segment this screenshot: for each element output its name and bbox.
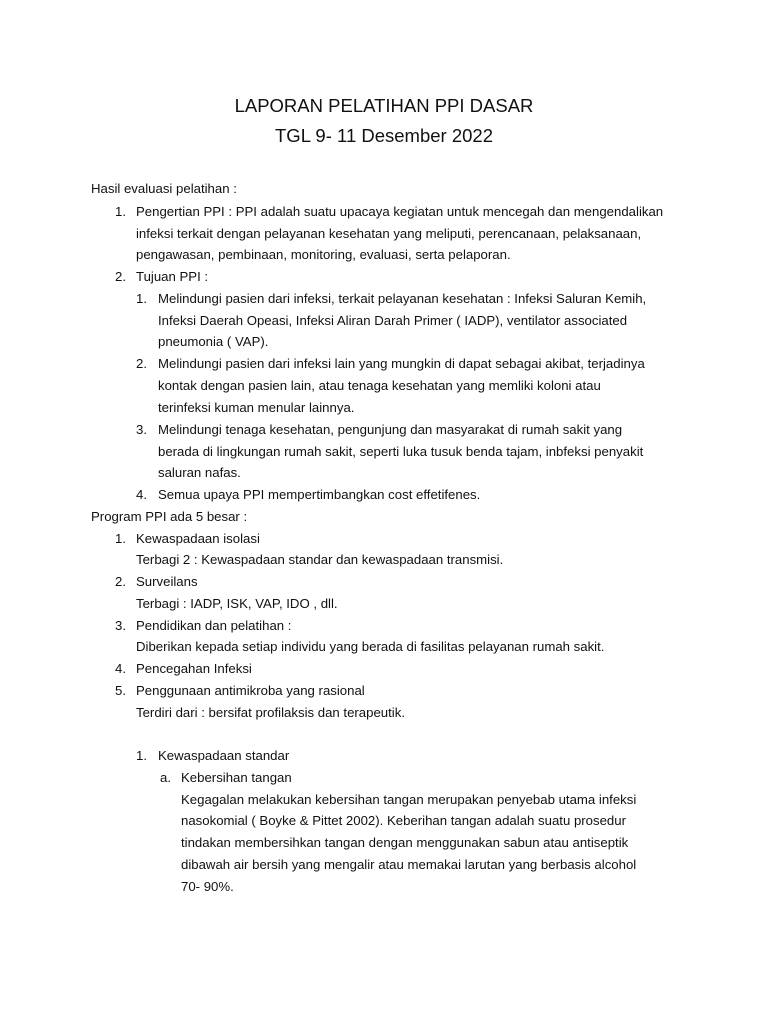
list-item-label: Pendidikan dan pelatihan : <box>136 618 292 633</box>
list-item-label: Tujuan PPI : <box>136 269 209 284</box>
sublist-label: Kebersihan tangan <box>181 770 292 785</box>
list-number: 2. <box>115 574 126 589</box>
sublist-number: 1. <box>136 291 147 306</box>
paragraph-line: nasokomial ( Boyke & Pittet 2002). Keberihan tangan adalah suatu prosedur <box>181 813 626 828</box>
paragraph-line: Pengertian PPI : PPI adalah suatu upacaya kegiatan untuk mencegah dan mengendalikan <box>136 204 664 219</box>
list-item-detail: Terbagi 2 : Kewaspadaan standar dan kewaspadaan transmisi. <box>136 552 504 567</box>
list-number: 1. <box>136 748 147 763</box>
list-item-label: Pencegahan Infeksi <box>136 661 252 676</box>
paragraph-line: Melindungi tenaga kesehatan, pengunjung dan masyarakat di rumah sakit yang <box>158 422 623 437</box>
paragraph-line: pengawasan, pembinaan, monitoring, evaluasi, serta pelaporan. <box>136 247 511 262</box>
title-line-2: TGL 9- 11 Desember 2022 <box>275 125 493 146</box>
list-item-label: Kewaspadaan isolasi <box>136 531 260 546</box>
sublist-letter: a. <box>160 770 171 785</box>
list-number: 4. <box>115 661 126 676</box>
paragraph-line: Melindungi pasien dari infeksi, terkait pelayanan kesehatan : Infeksi Saluran Kemih, <box>158 291 647 306</box>
list-number: 3. <box>115 618 126 633</box>
paragraph-line: saluran nafas. <box>158 465 241 480</box>
paragraph-line: Semua upaya PPI mempertimbangkan cost effetifenes. <box>158 487 481 502</box>
sublist-number: 3. <box>136 422 147 437</box>
title-line-1: LAPORAN PELATIHAN PPI DASAR <box>234 95 534 116</box>
list-item-detail: Diberikan kepada setiap individu yang berada di fasilitas pelayanan rumah sakit. <box>136 639 605 654</box>
list-item-label: Kewaspadaan standar <box>158 748 290 763</box>
paragraph-line: infeksi terkait dengan pelayanan kesehatan yang meliputi, perencanaan, pelaksanaan, <box>136 226 642 241</box>
paragraph-line: Infeksi Daerah Opeasi, Infeksi Aliran Darah Primer ( IADP), ventilator associated <box>158 313 628 328</box>
section-heading-program: Program PPI ada 5 besar : <box>91 509 248 524</box>
list-number: 1. <box>115 204 126 219</box>
paragraph-line: terinfeksi kuman menular lainnya. <box>158 400 355 415</box>
paragraph-line: Melindungi pasien dari infeksi lain yang mungkin di dapat sebagai akibat, terjadinya <box>158 356 645 371</box>
list-item-label: Surveilans <box>136 574 198 589</box>
list-item-detail: Terbagi : IADP, ISK, VAP, IDO , dll. <box>136 596 338 611</box>
list-number: 1. <box>115 531 126 546</box>
paragraph-line: Kegagalan melakukan kebersihan tangan merupakan penyebab utama infeksi <box>181 792 637 807</box>
paragraph-line: dibawah air bersih yang mengalir atau memakai larutan yang berbasis alcohol <box>181 857 637 872</box>
paragraph-line: pneumonia ( VAP). <box>158 334 269 349</box>
paragraph-line: berada di lingkungan rumah sakit, seperti luka tusuk benda tajam, inbfeksi penyakit <box>158 444 644 459</box>
sublist-number: 2. <box>136 356 147 371</box>
paragraph-line: tindakan membersihkan tangan dengan menggunakan sabun atau antiseptik <box>181 835 629 850</box>
paragraph-line: 70- 90%. <box>181 879 234 894</box>
paragraph-line: kontak dengan pasien lain, atau tenaga kesehatan yang memliki koloni atau <box>158 378 601 393</box>
list-item-detail: Terdiri dari : bersifat profilaksis dan terapeutik. <box>136 705 405 720</box>
sublist-number: 4. <box>136 487 147 502</box>
list-item-label: Penggunaan antimikroba yang rasional <box>136 683 365 698</box>
list-number: 2. <box>115 269 126 284</box>
section-heading-evaluation: Hasil evaluasi pelatihan : <box>91 181 237 196</box>
list-number: 5. <box>115 683 126 698</box>
